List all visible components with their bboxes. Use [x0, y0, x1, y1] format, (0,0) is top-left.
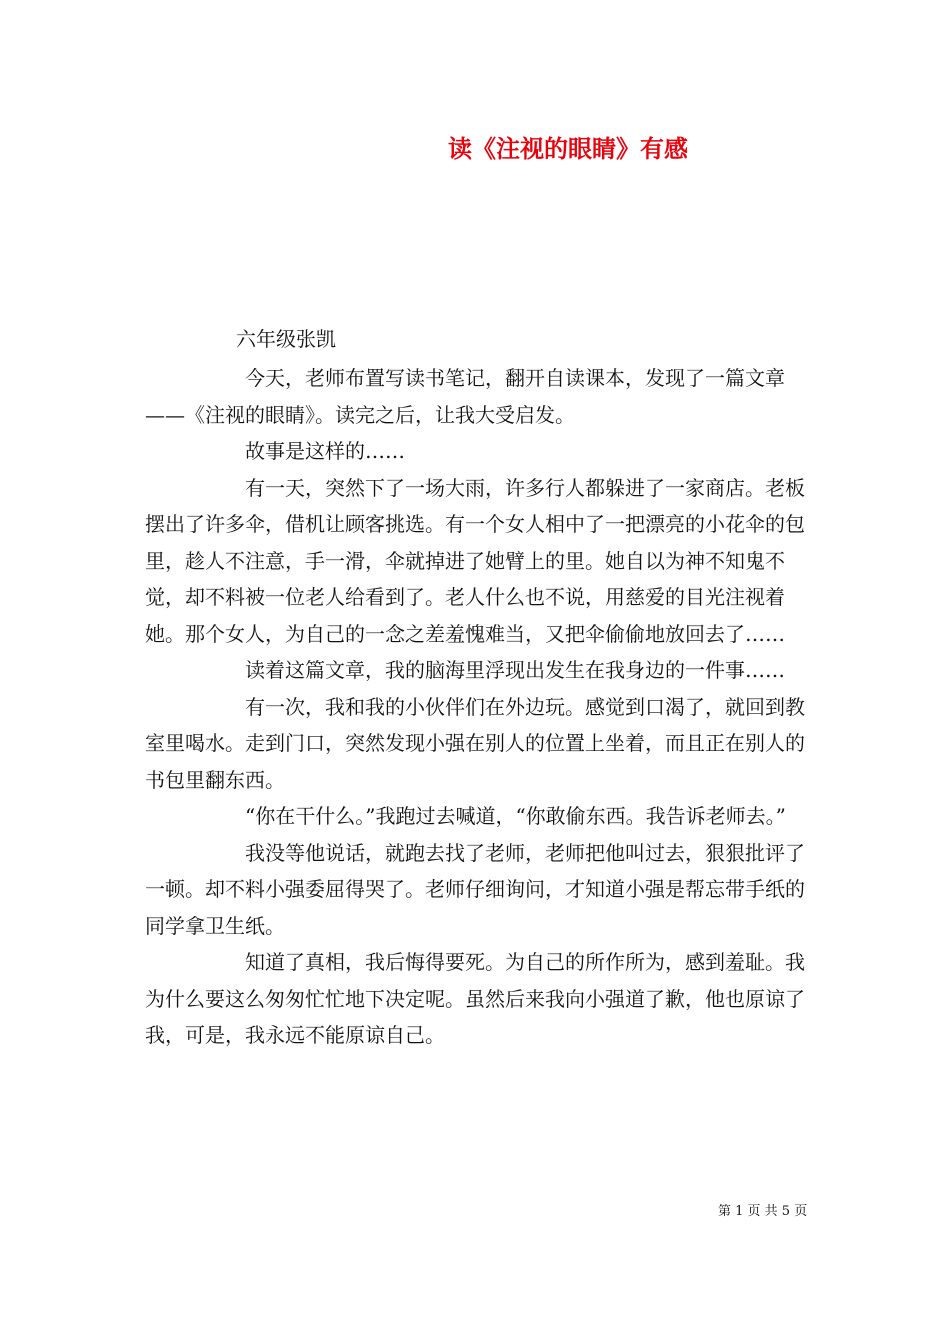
paragraph: 我没等他说话，就跑去找了老师，老师把他叫过去，狠狠批评了一顿。却不料小强委屈得哭了。老师仔细询问，才知道小强是帮忘带手纸的同学拿卫生纸。	[145, 840, 805, 938]
paragraph: 有一天，突然下了一场大雨，许多行人都躲进了一家商店。老板摆出了许多伞，借机让顾客挑选。有一个女人相中了一把漂亮的小花伞的包里，趁人不注意，手一滑，伞就掉进了她臂上的里。她自以为神不知鬼不觉，却不料被一位老人给看到了。老人什么也不说，用慈爱的目光注视着她。那个女人，为自己的一念之差羞愧难当，又把伞偷偷地放回去了……	[145, 475, 805, 646]
author-line: 六年级张凯	[236, 327, 336, 351]
paragraph: 读着这篇文章，我的脑海里浮现出发生在我身边的一件事……	[245, 658, 785, 682]
paragraph: 有一次，我和我的小伙伴们在外边玩。感觉到口渴了，就回到教室里喝水。走到门口，突然发现小强在别人的位置上坐着，而且正在别人的书包里翻东西。	[145, 694, 805, 792]
paragraph: 故事是这样的……	[245, 439, 405, 463]
paragraph: “你在干什么。”我跑过去喊道，“你敢偷东西。我告诉老师去。”	[245, 804, 786, 828]
document-body	[145, 360, 820, 1054]
document-title: 读《注视的眼睛》有感	[448, 134, 688, 163]
paragraph: 今天，老师布置写读书笔记，翻开自读课本，发现了一篇文章——《注视的眼睛》。读完之后，让我大受启发。	[145, 366, 785, 427]
page-number: 第 1 页 共 5 页	[718, 1204, 808, 1219]
paragraph: 知道了真相，我后悔得要死。为自己的所作所为，感到羞耻。我为什么要这么匆匆忙忙地下决定呢。虽然后来我向小强道了歉，他也原谅了我，可是，我永远不能原谅自己。	[145, 950, 805, 1047]
